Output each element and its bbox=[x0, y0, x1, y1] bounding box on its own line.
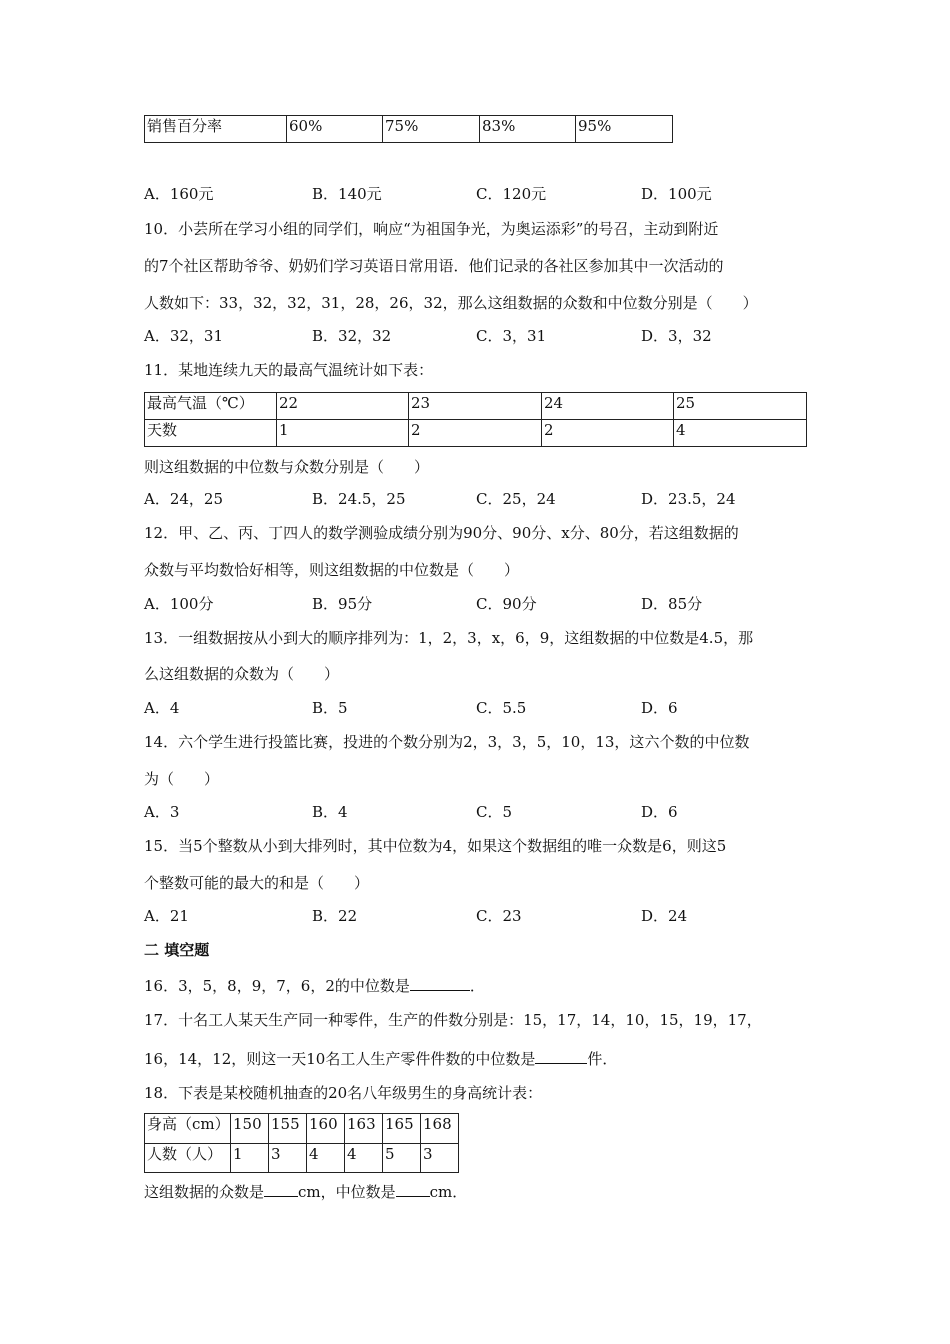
table-cell: 95% bbox=[576, 116, 673, 143]
option-a: A．3 bbox=[144, 803, 180, 821]
table-cell: 165 bbox=[383, 1114, 421, 1144]
q17-line-1: 17．十名工人某天生产同一种零件，生产的件数分别是：15，17，14，10，15，19，17， bbox=[144, 1011, 762, 1029]
option-d: D．6 bbox=[641, 699, 678, 717]
table-cell: 168 bbox=[421, 1114, 459, 1144]
section-heading: 二 填空题 bbox=[144, 941, 210, 959]
option-a: A．32，31 bbox=[144, 327, 224, 345]
table-row bbox=[145, 393, 807, 420]
table-cell: 75% bbox=[383, 116, 480, 143]
option-b: B．4 bbox=[312, 803, 348, 821]
q18-text-c: cm． bbox=[429, 1183, 468, 1201]
option-b: B．24.5，25 bbox=[312, 490, 406, 508]
q11-stem: 11．某地连续九天的最高气温统计如下表： bbox=[144, 361, 434, 379]
table-cell: 155 bbox=[269, 1114, 307, 1144]
option-b: B．5 bbox=[312, 699, 348, 717]
q12-line-1: 12．甲、乙、丙、丁四人的数学测验成绩分别为90分、90分、x分、80分，若这组数据的 bbox=[144, 524, 739, 542]
option-c: C．5.5 bbox=[476, 699, 527, 717]
q16-end: ． bbox=[469, 977, 485, 995]
q18-text-b: cm，中位数是 bbox=[298, 1183, 396, 1201]
table-cell: 4 bbox=[307, 1144, 345, 1173]
option-d: D．6 bbox=[641, 803, 678, 821]
table-cell: 25 bbox=[674, 393, 807, 420]
table-row bbox=[145, 1114, 459, 1144]
table-cell: 最高气温（℃） bbox=[145, 393, 277, 420]
q17-end: 件． bbox=[587, 1050, 618, 1068]
table-cell: 1 bbox=[277, 420, 409, 447]
q18-answer bbox=[144, 1180, 467, 1202]
answer-blank[interactable] bbox=[264, 1180, 298, 1197]
option-a: A．21 bbox=[144, 907, 189, 925]
option-b: B．95分 bbox=[312, 595, 373, 613]
table-cell: 60% bbox=[287, 116, 383, 143]
option-c: C．23 bbox=[476, 907, 522, 925]
table-cell: 4 bbox=[345, 1144, 383, 1173]
q10-line-2: 的7个社区帮助爷爷、奶奶们学习英语日常用语．他们记录的各社区参加其中一次活动的 bbox=[144, 257, 724, 275]
table-cell: 2 bbox=[409, 420, 542, 447]
temperature-table bbox=[144, 392, 807, 447]
q15-line-1: 15．当5个整数从小到大排列时，其中位数为4，如果这个数据组的唯一众数是6，则这5 bbox=[144, 837, 727, 855]
option-c: C．5 bbox=[476, 803, 513, 821]
table-cell: 4 bbox=[674, 420, 807, 447]
q15-options bbox=[144, 906, 824, 926]
option-a: A．160元 bbox=[144, 185, 214, 203]
option-d: D．85分 bbox=[641, 595, 703, 613]
table-row bbox=[145, 116, 673, 143]
q14-line-2: 为（ ） bbox=[144, 770, 220, 788]
table-cell: 160 bbox=[307, 1114, 345, 1144]
table-cell: 身高（cm） bbox=[145, 1114, 231, 1144]
sales-rate-table bbox=[144, 115, 673, 143]
q13-line-1: 13．一组数据按从小到大的顺序排列为：1，2，3，x，6，9，这组数据的中位数是4.5，那 bbox=[144, 629, 754, 647]
table-cell: 83% bbox=[480, 116, 576, 143]
q9-options bbox=[144, 184, 824, 204]
q18-stem: 18．下表是某校随机抽查的20名八年级男生的身高统计表： bbox=[144, 1084, 543, 1102]
option-c: C．25，24 bbox=[476, 490, 556, 508]
option-d: D．24 bbox=[641, 907, 688, 925]
option-a: A．24，25 bbox=[144, 490, 224, 508]
q10-line-3: 人数如下：33，32，32，31，28，26，32，那么这组数据的众数和中位数分别是（ ） bbox=[144, 294, 758, 312]
table-cell: 人数（人） bbox=[145, 1144, 231, 1173]
table-cell: 22 bbox=[277, 393, 409, 420]
option-c: C．90分 bbox=[476, 595, 537, 613]
q16-text: 16．3，5，8，9，7，6，2的中位数是 bbox=[144, 977, 410, 995]
q17-line-2 bbox=[144, 1047, 617, 1069]
q14-options bbox=[144, 802, 824, 822]
option-b: B．22 bbox=[312, 907, 358, 925]
table-cell: 163 bbox=[345, 1114, 383, 1144]
answer-blank[interactable] bbox=[396, 1180, 430, 1197]
q13-line-2: 么这组数据的众数为（ ） bbox=[144, 665, 340, 683]
q11-options bbox=[144, 489, 824, 509]
q13-options bbox=[144, 698, 824, 718]
table-row bbox=[145, 420, 807, 447]
table-cell: 天数 bbox=[145, 420, 277, 447]
q12-options bbox=[144, 594, 824, 614]
q11-question: 则这组数据的中位数与众数分别是（ ） bbox=[144, 458, 430, 476]
q10-options bbox=[144, 326, 824, 346]
table-cell: 24 bbox=[542, 393, 674, 420]
answer-blank[interactable] bbox=[535, 1047, 587, 1064]
q10-line-1: 10．小芸所在学习小组的同学们，响应“为祖国争光，为奥运添彩”的号召，主动到附近 bbox=[144, 220, 719, 238]
answer-blank[interactable] bbox=[410, 974, 470, 991]
height-table bbox=[144, 1113, 459, 1173]
table-cell: 2 bbox=[542, 420, 674, 447]
table-cell: 3 bbox=[421, 1144, 459, 1173]
q16 bbox=[144, 974, 485, 996]
option-a: A．100分 bbox=[144, 595, 214, 613]
table-cell: 23 bbox=[409, 393, 542, 420]
option-b: B．32，32 bbox=[312, 327, 392, 345]
q15-line-2: 个整数可能的最大的和是（ ） bbox=[144, 874, 370, 892]
option-c: C．3，31 bbox=[476, 327, 547, 345]
option-c: C．120元 bbox=[476, 185, 547, 203]
table-cell: 3 bbox=[269, 1144, 307, 1173]
option-a: A．4 bbox=[144, 699, 180, 717]
option-d: D．3，32 bbox=[641, 327, 712, 345]
q14-line-1: 14．六个学生进行投篮比赛，投进的个数分别为2，3，3，5，10，13，这六个数的中位数 bbox=[144, 733, 750, 751]
table-cell: 销售百分率 bbox=[145, 116, 287, 143]
option-d: D．100元 bbox=[641, 185, 712, 203]
table-cell: 150 bbox=[231, 1114, 269, 1144]
q12-line-2: 众数与平均数恰好相等，则这组数据的中位数是（ ） bbox=[144, 561, 520, 579]
option-b: B．140元 bbox=[312, 185, 382, 203]
q17-text: 16，14，12，则这一天10名工人生产零件件数的中位数是 bbox=[144, 1050, 536, 1068]
q18-text-a: 这组数据的众数是 bbox=[144, 1183, 265, 1201]
table-row bbox=[145, 1144, 459, 1173]
option-d: D．23.5，24 bbox=[641, 490, 736, 508]
table-cell: 5 bbox=[383, 1144, 421, 1173]
table-cell: 1 bbox=[231, 1144, 269, 1173]
